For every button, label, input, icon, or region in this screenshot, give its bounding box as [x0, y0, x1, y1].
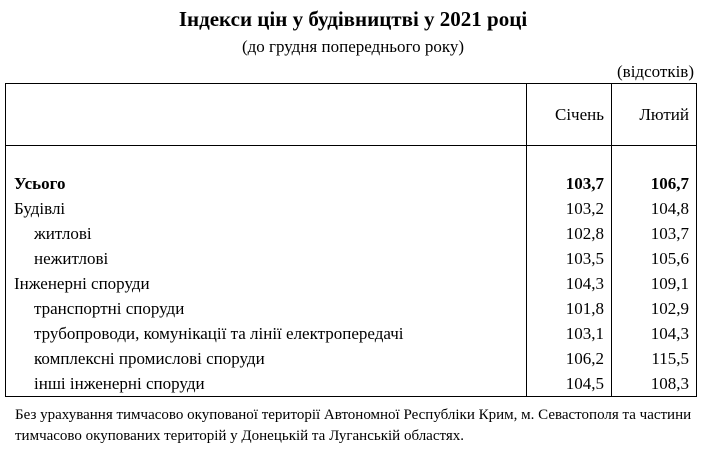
- spacer-cell: [6, 146, 527, 172]
- january-value: 101,8: [527, 296, 612, 321]
- header-february: Лютий: [612, 84, 697, 146]
- header-january: Січень: [527, 84, 612, 146]
- unit-label: (відсотків): [617, 62, 694, 81]
- price-index-table: [5, 83, 697, 397]
- table-header: [6, 84, 697, 146]
- row-label: Будівлі: [6, 196, 527, 221]
- table-row: [6, 371, 697, 397]
- spacer-cell: [612, 146, 697, 172]
- february-value: 108,3: [612, 371, 697, 397]
- table-row: [6, 296, 697, 321]
- january-value: 103,5: [527, 246, 612, 271]
- january-value: 106,2: [527, 346, 612, 371]
- page-subtitle: (до грудня попереднього року): [241, 37, 465, 56]
- table-row: [6, 346, 697, 371]
- january-value: 104,3: [527, 271, 612, 296]
- february-value: 104,3: [612, 321, 697, 346]
- row-label: Інженерні споруди: [6, 271, 527, 296]
- row-label: житлові: [6, 221, 527, 246]
- table-body: [6, 146, 697, 397]
- february-value: 109,1: [612, 271, 697, 296]
- row-label: нежитлові: [6, 246, 527, 271]
- table-header-row: [6, 84, 697, 146]
- table-row: [6, 271, 697, 296]
- january-value: 104,5: [527, 371, 612, 397]
- february-value: 106,7: [612, 171, 697, 196]
- january-value: 102,8: [527, 221, 612, 246]
- row-label: Усього: [6, 171, 527, 196]
- table-spacer-row: [6, 146, 697, 172]
- page-title: Індекси цін у будівництві у 2021 році: [178, 7, 528, 31]
- february-value: 103,7: [612, 221, 697, 246]
- table-row: [6, 221, 697, 246]
- january-value: 103,2: [527, 196, 612, 221]
- february-value: 104,8: [612, 196, 697, 221]
- february-value: 102,9: [612, 296, 697, 321]
- row-label: інші інженерні споруди: [6, 371, 527, 397]
- footnote: Без урахування тимчасово окупованої території Автономної Республіки Крим, м. Севастополя та частини тимчасово окупованих територій у Донецькій та Луганській областях.: [15, 407, 692, 444]
- table-row: [6, 171, 697, 196]
- row-label: комплексні промислові споруди: [6, 346, 527, 371]
- table-row: [6, 246, 697, 271]
- row-label: транспортні споруди: [6, 296, 527, 321]
- january-value: 103,7: [527, 171, 612, 196]
- table-row: [6, 321, 697, 346]
- january-value: 103,1: [527, 321, 612, 346]
- spacer-cell: [527, 146, 612, 172]
- february-value: 115,5: [612, 346, 697, 371]
- table-row: [6, 196, 697, 221]
- header-label-column: [6, 84, 527, 146]
- february-value: 105,6: [612, 246, 697, 271]
- row-label: трубопроводи, комунікації та лінії електропередачі: [6, 321, 527, 346]
